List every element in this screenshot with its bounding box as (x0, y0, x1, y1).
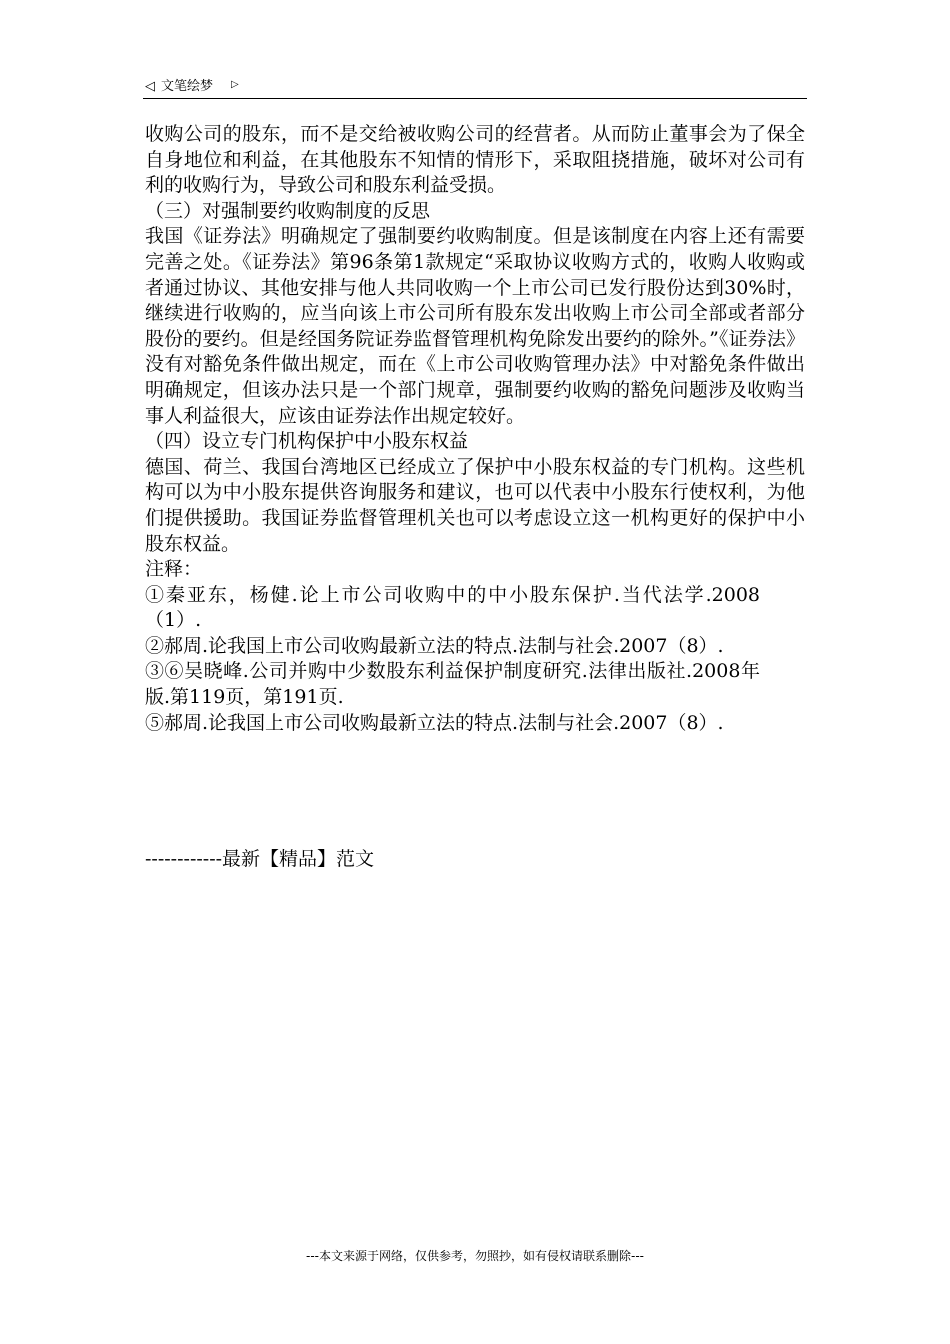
notes-section (145, 557, 805, 736)
body-paragraph: 收购公司的股东，而不是交给被收购公司的经营者。从而防止董事会为了保全自身地位和利益，在其他股东不知情的情形下，采取阻挠措施，破坏对公司有利的收购行为，导致公司和股东利益受损。 (145, 123, 805, 197)
bottom-disclaimer: ---本文来源于网络，仅供参考，勿照抄，如有侵权请联系删除--- (306, 1249, 644, 1263)
triangle-right-outline-icon: ▷ (231, 79, 239, 90)
document-body (145, 122, 805, 736)
note-item: ①秦亚东，杨健.论上市公司收购中的中小股东保护.当代法学.2008（1）. (145, 583, 760, 632)
triangle-left-outline-icon: ◁ (145, 79, 155, 94)
header-brand: 文笔绘梦 (161, 79, 214, 94)
note-item: ③⑥吴晓峰.公司并购中少数股东利益保护制度研究.法律出版社.2008年版.第119页，第191页. (145, 660, 760, 709)
notes-title: 注释： (145, 558, 203, 581)
body-paragraph: 德国、荷兰、我国台湾地区已经成立了保护中小股东权益的专门机构。这些机构可以为中小股东提供咨询服务和建议，也可以代表中小股东行使权利，为他们提供援助。我国证券监督管理机关也可以考虑设立这一机构更好的保护中小股东权益。 (145, 455, 805, 555)
section-heading: （四）设立专门机构保护中小股东权益 (145, 430, 469, 453)
body-paragraph: 我国《证券法》明确规定了强制要约收购制度。但是该制度在内容上还有需要完善之处。《证券法》第96条第1款规定“采取协议收购方式的，收购人收购或者通过协议、其他安排与他人共同收购一个上市公司已发行股份达到30%时，继续进行收购的，应当向该上市公司所有股东发出收购上市公司全部或者部分股份的要约。但是经国务院证券监督管理机构免除发出要约的除外。”《证券法》没有对豁免条件做出规定，而在《上市公司收购管理办法》中对豁免条件做出明确规定，但该办法只是一个部门规章，强制要约收购的豁免问题涉及收购当事人利益很大，应该由证券法作出规定较好。 (145, 225, 805, 427)
note-item: ⑤郝周.论我国上市公司收购最新立法的特点.法制与社会.2007（8）. (145, 711, 724, 734)
note-item: ②郝周.论我国上市公司收购最新立法的特点.法制与社会.2007（8）. (145, 634, 724, 657)
footer-mark: ------------最新【精品】范文 (145, 848, 375, 870)
section-heading: （三）对强制要约收购制度的反思 (145, 199, 431, 222)
page-header (143, 76, 807, 99)
